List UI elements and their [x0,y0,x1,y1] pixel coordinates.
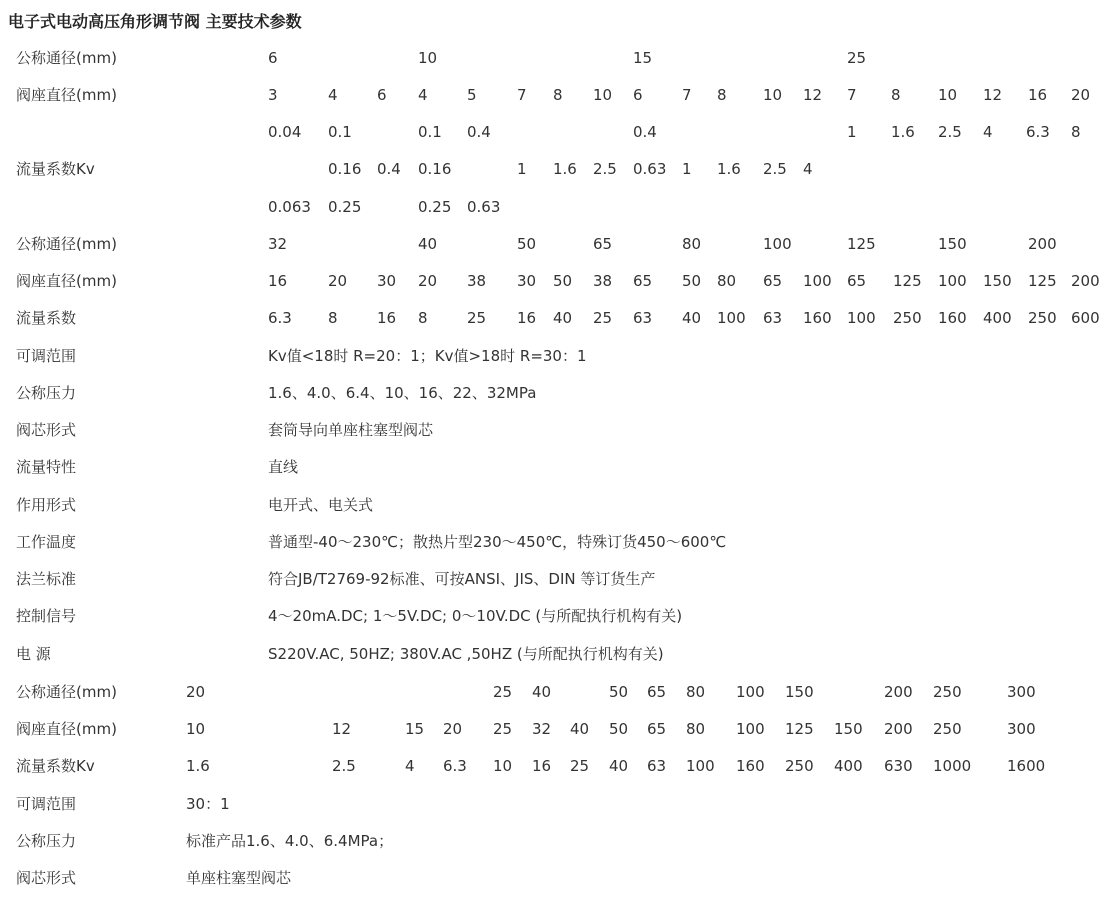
table-cell: 63 [763,309,783,327]
table-cell: 2.5 [763,160,787,178]
table-cell: 25 [467,309,487,327]
table-cell: 25 [493,683,513,701]
table-cell: 4 [418,86,428,104]
table-cell: 250 [933,683,962,701]
row-label: 流量系数 [16,309,77,327]
spec-row [0,381,1108,405]
table-cell: 0.63 [633,160,667,178]
table-cell: 1 [517,160,527,178]
table-cell: 250 [785,757,814,775]
table-cell: 0.16 [328,160,362,178]
table-cell: 30 [517,272,537,290]
table-cell: 0.063 [268,198,311,216]
table-cell: 200 [884,683,913,701]
spec-label: 阀芯形式 [16,421,77,439]
table-cell: 20 [186,683,206,701]
table-cell: 3 [268,86,278,104]
table-cell: 16 [532,757,552,775]
table-cell: 2.5 [938,123,962,141]
table-cell: 8 [418,309,428,327]
table-cell: 12 [332,720,352,738]
spec-row [0,418,1108,442]
table-cell: 600 [1071,309,1100,327]
table-cell: 6 [633,86,643,104]
table-cell: 65 [847,272,867,290]
table-cell: 1.6 [891,123,915,141]
table-cell: 15 [405,720,425,738]
row-label: 公称通径(mm) [16,49,117,67]
spec-value: 电开式、电关式 [268,496,374,514]
spec-value: 符合JB/T2769-92标准、可按ANSI、JIS、DIN 等订货生产 [268,570,656,588]
table-cell: 100 [847,309,876,327]
row-label: 阀座直径(mm) [16,720,117,738]
table-cell: 32 [532,720,552,738]
table-cell: 0.1 [418,123,442,141]
table-cell: 630 [884,757,913,775]
table-cell: 400 [983,309,1012,327]
table-cell: 300 [1007,720,1036,738]
row-label: 阀座直径(mm) [16,272,117,290]
table-cell: 8 [717,86,727,104]
table-cell: 1600 [1007,757,1046,775]
table-cell: 150 [983,272,1012,290]
table-cell: 0.63 [467,198,501,216]
row-label: 流量系数Kv [16,757,95,775]
table-cell: 6.3 [1026,123,1050,141]
spec-label: 控制信号 [16,607,77,625]
table-cell: 10 [418,49,438,67]
spec-label: 可调范围 [16,347,77,365]
table-cell: 200 [1071,272,1100,290]
spec-row [0,642,1108,666]
table-cell: 25 [593,309,613,327]
table-cell: 25 [847,49,867,67]
table-cell: 20 [328,272,348,290]
table-cell: 16 [268,272,288,290]
table-cell: 1.6 [553,160,577,178]
table-cell: 0.4 [633,123,657,141]
table-cell: 100 [938,272,967,290]
table-row [0,306,1108,330]
table-cell: 125 [1028,272,1057,290]
table-cell: 8 [1071,123,1081,141]
table-cell: 50 [682,272,702,290]
table-cell: 40 [532,683,552,701]
spec-value: 套筒导向单座柱塞型阀芯 [268,421,434,439]
table-row [0,232,1108,256]
table-row [0,157,1108,181]
table-cell: 12 [983,86,1003,104]
table-cell: 20 [1071,86,1091,104]
table-cell: 6 [268,49,278,67]
table-cell: 160 [803,309,832,327]
table-cell: 6.3 [443,757,467,775]
table-cell: 4 [328,86,338,104]
table-cell: 100 [736,683,765,701]
table-cell: 0.1 [328,123,352,141]
table-cell: 0.25 [418,198,452,216]
table-cell: 10 [763,86,783,104]
table-cell: 4 [803,160,813,178]
table-cell: 160 [736,757,765,775]
table-cell: 10 [186,720,206,738]
table-cell: 30 [377,272,397,290]
table-cell: 250 [933,720,962,738]
table-cell: 6.3 [268,309,292,327]
table-cell: 0.16 [418,160,452,178]
table-cell: 7 [847,86,857,104]
spec-row [0,344,1108,368]
table-cell: 1000 [933,757,972,775]
spec-label: 法兰标准 [16,570,77,588]
table-cell: 65 [593,235,613,253]
table-cell: 250 [893,309,922,327]
table-row [0,754,1108,778]
table-cell: 63 [647,757,667,775]
table-cell: 1.6 [186,757,210,775]
table-cell: 100 [803,272,832,290]
table-cell: 0.04 [268,123,302,141]
table-cell: 150 [785,683,814,701]
table-row [0,269,1108,293]
spec-label: 流量特性 [16,458,77,476]
table-cell: 0.4 [467,123,491,141]
table-cell: 400 [834,757,863,775]
spec-row [0,567,1108,591]
table-cell: 250 [1028,309,1057,327]
spec-row [0,530,1108,554]
spec-row [0,792,1108,816]
spec-value: Kv值<18时 R=20：1；Kv值>18时 R=30：1 [268,347,587,365]
table-cell: 300 [1007,683,1036,701]
table-cell: 16 [377,309,397,327]
table-row [0,717,1108,741]
table-cell: 65 [763,272,783,290]
table-cell: 0.4 [377,160,401,178]
table-cell: 8 [328,309,338,327]
table-cell: 125 [893,272,922,290]
spec-label: 公称压力 [16,832,77,850]
spec-value: 30：1 [186,795,230,813]
table-row [0,680,1108,704]
spec-label: 电 源 [16,645,51,663]
table-cell: 40 [682,309,702,327]
table-cell: 4 [983,123,993,141]
table-cell: 38 [593,272,613,290]
table-cell: 65 [647,720,667,738]
table-cell: 40 [553,309,573,327]
table-cell: 8 [553,86,563,104]
spec-value: 直线 [268,458,299,476]
table-cell: 40 [609,757,629,775]
table-cell: 80 [686,720,706,738]
table-cell: 40 [570,720,590,738]
table-cell: 8 [891,86,901,104]
table-row [0,120,1108,144]
table-cell: 1 [847,123,857,141]
table-cell: 100 [763,235,792,253]
spec-row [0,829,1108,853]
table-cell: 1.6 [717,160,741,178]
spec-label: 阀芯形式 [16,869,77,887]
spec-value: S220V.AC, 50HZ; 380V.AC ,50HZ (与所配执行机构有关) [268,645,664,663]
spec-value: 普通型-40～230℃；散热片型230～450℃，特殊订货450～600℃ [268,533,727,551]
table-cell: 20 [443,720,463,738]
spec-label: 可调范围 [16,795,77,813]
table-cell: 2.5 [593,160,617,178]
spec-row [0,866,1108,890]
table-cell: 1 [682,160,692,178]
table-cell: 63 [633,309,653,327]
table-cell: 7 [682,86,692,104]
table-cell: 50 [609,720,629,738]
table-cell: 20 [418,272,438,290]
table-cell: 38 [467,272,487,290]
table-cell: 25 [493,720,513,738]
table-cell: 10 [938,86,958,104]
row-label: 流量系数Kv [16,160,95,178]
table-cell: 50 [517,235,537,253]
table-cell: 7 [517,86,527,104]
table-cell: 200 [1028,235,1057,253]
row-label: 公称通径(mm) [16,683,117,701]
table-cell: 32 [268,235,288,253]
table-cell: 100 [736,720,765,738]
table-cell: 16 [517,309,537,327]
table-cell: 6 [377,86,387,104]
table-cell: 5 [467,86,477,104]
table-cell: 80 [686,683,706,701]
spec-value: 标准产品1.6、4.0、6.4MPa； [186,832,394,850]
spec-label: 公称压力 [16,384,77,402]
spec-value: 1.6、4.0、6.4、10、16、22、32MPa [268,384,537,402]
table-cell: 125 [847,235,876,253]
table-cell: 80 [717,272,737,290]
table-cell: 150 [938,235,967,253]
table-row [0,195,1108,219]
table-cell: 150 [834,720,863,738]
row-label: 公称通径(mm) [16,235,117,253]
table-row [0,83,1108,107]
table-cell: 2.5 [332,757,356,775]
table-cell: 65 [647,683,667,701]
row-label: 阀座直径(mm) [16,86,117,104]
table-cell: 16 [1028,86,1048,104]
table-cell: 10 [593,86,613,104]
table-cell: 50 [609,683,629,701]
table-cell: 15 [633,49,653,67]
spec-row [0,493,1108,517]
spec-row [0,604,1108,628]
table-cell: 65 [633,272,653,290]
table-cell: 100 [686,757,715,775]
table-cell: 10 [493,757,513,775]
table-cell: 12 [803,86,823,104]
table-cell: 4 [405,757,415,775]
spec-value: 4～20mA.DC; 1～5V.DC; 0～10V.DC (与所配执行机构有关) [268,607,683,625]
table-cell: 0.25 [328,198,362,216]
table-cell: 160 [938,309,967,327]
table-cell: 100 [717,309,746,327]
table-row [0,46,1108,70]
table-cell: 50 [553,272,573,290]
spec-label: 工作温度 [16,533,77,551]
table-cell: 40 [418,235,438,253]
spec-row [0,455,1108,479]
table-cell: 200 [884,720,913,738]
page-title: 电子式电动高压角形调节阀 主要技术参数 [8,12,302,31]
table-cell: 25 [570,757,590,775]
spec-value: 单座柱塞型阀芯 [186,869,292,887]
table-cell: 80 [682,235,702,253]
table-cell: 125 [785,720,814,738]
spec-label: 作用形式 [16,496,77,514]
